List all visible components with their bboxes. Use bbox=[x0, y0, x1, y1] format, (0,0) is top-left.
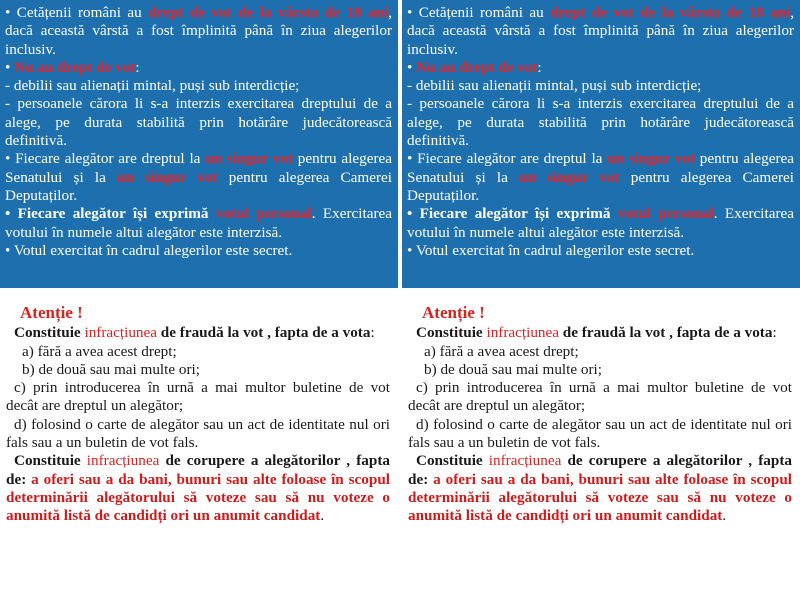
fraud-item-d: d) folosind o carte de alegător sau un act de identitate nul ori fals sau a un buletin de vot fals. bbox=[408, 415, 792, 452]
fraud-item-b: b) de două sau mai multe ori; bbox=[22, 360, 200, 378]
bullet-right-to-vote: • Cetățenii români au drept de vot de la vârsta de 18 ani, dacă această vârstă a fost împlinită până în ziua alegerilor inclusiv. bbox=[5, 4, 393, 58]
bullet-personal-vote: • Fiecare alegător își exprimă votul personal. Exercitarea votului în numele altui alegător este interzisă. bbox=[407, 205, 795, 241]
fraud-item-a: a) fără a avea acest drept; bbox=[22, 342, 177, 360]
fraud-paragraph: Constituie infracțiunea de fraudă la vot , fapta de a vota: bbox=[416, 324, 777, 342]
corruption-paragraph: Constituie infracțiunea de corupere a alegătorilor , fapta de: a oferi sau a da bani, bunuri sau alte foloase în scopul determinării alegătorului să voteze sau să nu voteze o anumită listă de candidți ori un anumit candidat. bbox=[6, 452, 391, 525]
dash-item-1: - debilii sau alienații mintal, puși sub interdicție; bbox=[407, 77, 702, 95]
voting-rights-panel bbox=[402, 0, 800, 288]
bullet-no-right: • Nu au drept de vot: bbox=[5, 58, 140, 76]
bullet-no-right: • Nu au drept de vot: bbox=[407, 58, 542, 76]
warning-panel bbox=[0, 296, 398, 600]
bullet-secret-vote: • Votul exercitat în cadrul alegerilor este secret. bbox=[407, 241, 695, 259]
right-copy bbox=[402, 0, 800, 600]
warning-panel bbox=[402, 296, 800, 600]
corruption-paragraph: Constituie infracțiunea de corupere a alegătorilor , fapta de: a oferi sau a da bani, bunuri sau alte foloase în scopul determinării alegătorului să voteze sau să nu voteze o anumită listă de candidți ori un anumit candidat. bbox=[408, 452, 793, 525]
bullet-right-to-vote: • Cetățenii români au drept de vot de la vârsta de 18 ani, dacă această vârstă a fost împlinită până în ziua alegerilor inclusiv. bbox=[407, 4, 795, 58]
dash-item-2: - persoanele cărora li s-a interzis exercitarea dreptului de a alege, pe durata stabilită prin hotărâre judecătorească definitivă. bbox=[5, 95, 392, 150]
warning-title: Atenție ! bbox=[20, 303, 83, 322]
fraud-paragraph: Constituie infracțiunea de fraudă la vot , fapta de a vota: bbox=[14, 324, 375, 342]
fraud-item-b: b) de două sau mai multe ori; bbox=[424, 360, 602, 378]
fraud-item-a: a) fără a avea acest drept; bbox=[424, 342, 579, 360]
fraud-item-d: d) folosind o carte de alegător sau un act de identitate nul ori fals sau a un buletin de vot fals. bbox=[6, 415, 390, 452]
dash-item-2: - persoanele cărora li s-a interzis exercitarea dreptului de a alege, pe durata stabilită prin hotărâre judecătorească definitivă. bbox=[407, 95, 794, 150]
dash-item-1: - debilii sau alienații mintal, puși sub interdicție; bbox=[5, 77, 300, 95]
left-copy bbox=[0, 0, 398, 600]
bullet-secret-vote: • Votul exercitat în cadrul alegerilor este secret. bbox=[5, 241, 293, 259]
bullet-single-vote: • Fiecare alegător are dreptul la un singur vot pentru alegerea Senatului și la un singur vot pentru alegerea Camerei Deputaților. bbox=[5, 150, 392, 204]
fraud-item-c: c) prin introducerea în urnă a mai multor buletine de vot decât are dreptul un alegător; bbox=[408, 379, 792, 415]
voting-rights-panel bbox=[0, 0, 398, 288]
bullet-single-vote: • Fiecare alegător are dreptul la un singur vot pentru alegerea Senatului și la un singur vot pentru alegerea Camerei Deputaților. bbox=[407, 150, 794, 204]
bullet-personal-vote: • Fiecare alegător își exprimă votul personal. Exercitarea votului în numele altui alegător este interzisă. bbox=[5, 205, 393, 241]
fraud-item-c: c) prin introducerea în urnă a mai multor buletine de vot decât are dreptul un alegător; bbox=[6, 379, 390, 415]
warning-title: Atenție ! bbox=[422, 303, 485, 322]
